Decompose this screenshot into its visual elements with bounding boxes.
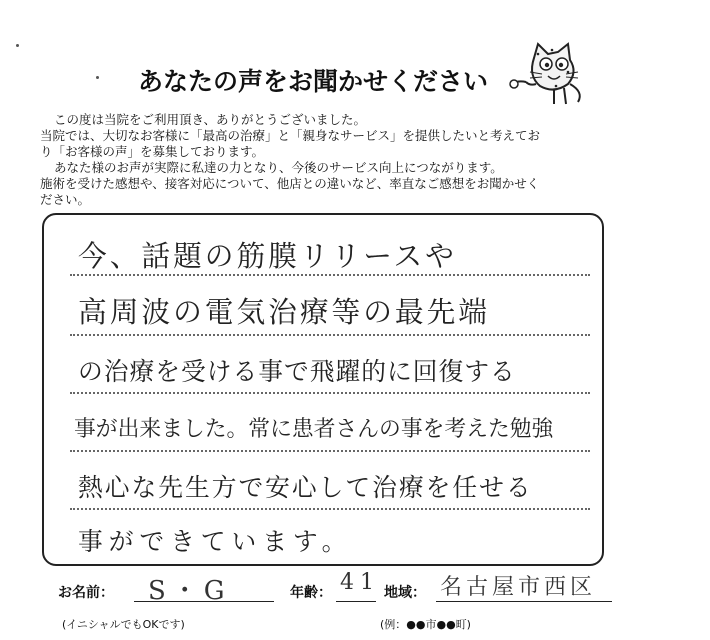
comment-rule xyxy=(70,392,590,394)
speck-mark xyxy=(96,76,99,79)
name-underline xyxy=(134,601,274,602)
region-note: (例：●●市●●町) xyxy=(380,618,471,631)
intro-line: この度は当院をご利用頂き、ありがとうございました。 xyxy=(54,112,367,127)
name-label: お名前： xyxy=(58,585,114,601)
intro-line: ださい。 xyxy=(40,192,91,207)
comment-line: 今、話題の筋膜リリースや xyxy=(78,239,457,273)
comment-line: 事が出来ました。常に患者さんの事を考えた勉強 xyxy=(74,417,554,442)
comment-line: の治療を受ける事で飛躍的に回復する xyxy=(78,357,516,386)
comment-rule xyxy=(70,508,590,510)
name-note: (イニシャルでもOKです) xyxy=(62,618,185,631)
comment-line: 熱心な先生方で安心して治療を任せる xyxy=(78,473,533,502)
intro-text xyxy=(40,112,680,208)
age-underline xyxy=(336,601,376,602)
intro-line: あなた様のお声が実際に私達の力となり、今後のサービス向上につながります。 xyxy=(54,160,503,175)
intro-line: 当院では、大切なお客様に「最高の治療」と「親身なサービス」を提供したいと考えてお xyxy=(40,128,541,143)
region-label: 地域： xyxy=(384,585,426,601)
comment-rule xyxy=(70,334,590,336)
intro-line: 施術を受けた感想や、接客対応について、他店との違いなど、率直なご感想をお聞かせく xyxy=(40,176,540,191)
region-value[interactable]: 名古屋市西区 xyxy=(440,575,597,600)
name-value[interactable]: S・G xyxy=(148,576,231,606)
comment-rule xyxy=(70,450,590,452)
age-label: 年齢： xyxy=(290,585,332,601)
comment-line: 事ができています。 xyxy=(78,527,353,556)
speck-mark xyxy=(16,44,19,47)
comment-rule xyxy=(70,274,590,276)
age-value[interactable]: 41 xyxy=(340,570,380,595)
region-underline xyxy=(436,601,612,602)
intro-line: り「お客様の声」を募集しております。 xyxy=(40,144,265,159)
cat-mascot-icon xyxy=(508,40,588,110)
comment-line: 高周波の電気治療等の最先端 xyxy=(78,295,491,329)
form-title: あなたの声をお聞かせください xyxy=(138,67,489,96)
